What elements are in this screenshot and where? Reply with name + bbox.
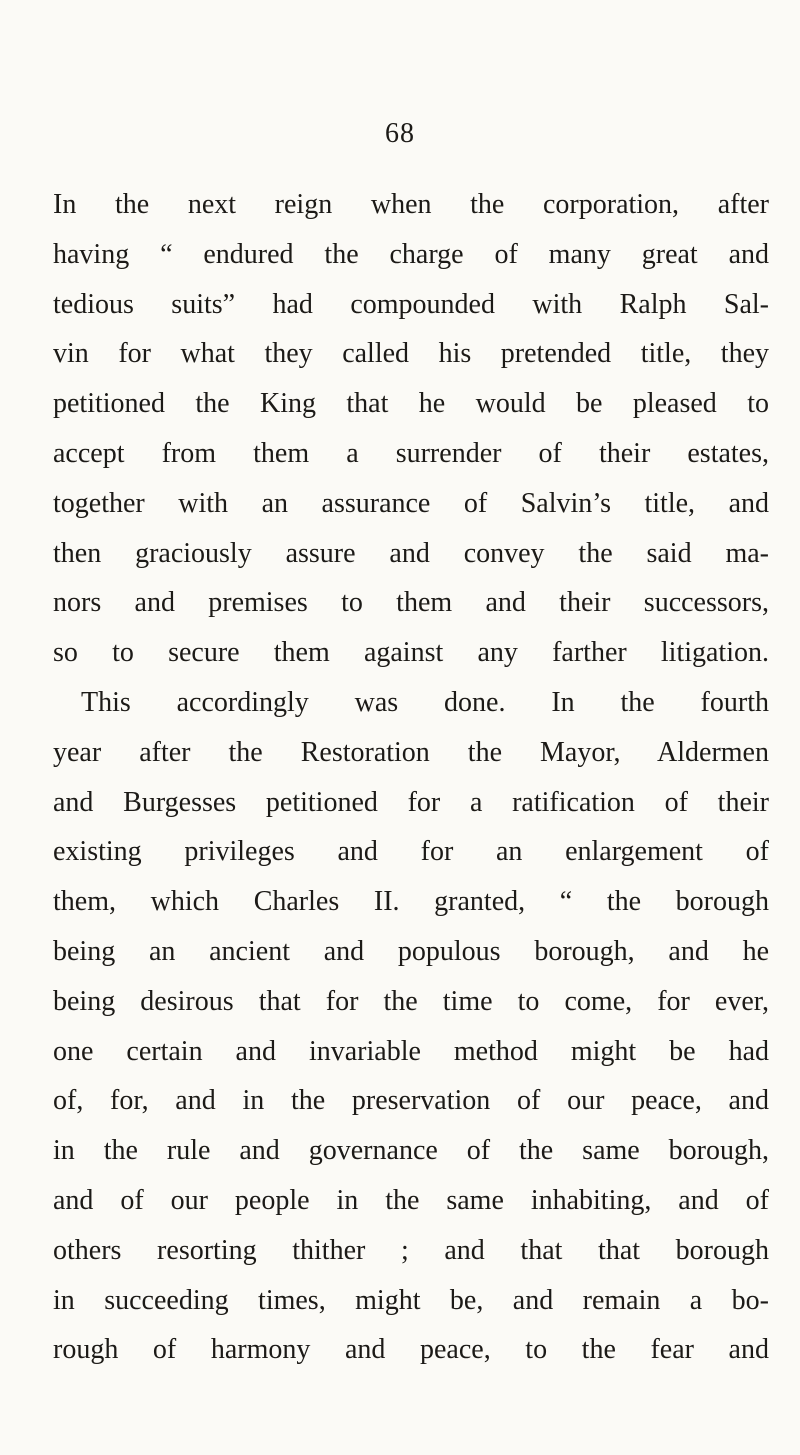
- text-line: vin for what they called his pretended title, they: [53, 338, 769, 370]
- text-line: having “ endured the charge of many great and: [53, 238, 769, 270]
- text-line: being an ancient and populous borough, and he: [53, 935, 769, 967]
- text-line: being desirous that for the time to come, for ever,: [53, 985, 769, 1017]
- text-line: so to secure them against any farther litigation.: [53, 637, 769, 669]
- text-line: petitioned the King that he would be pleased to: [53, 388, 769, 420]
- text-line: and Burgesses petitioned for a ratification of their: [53, 786, 769, 818]
- text-line: one certain and invariable method might be had: [53, 1035, 769, 1067]
- text-line: year after the Restoration the Mayor, Aldermen: [53, 736, 769, 768]
- page-number: 68: [385, 118, 415, 149]
- text-line: in the rule and governance of the same borough,: [53, 1135, 769, 1167]
- text-line: of, for, and in the preservation of our peace, and: [53, 1085, 769, 1117]
- text-line: nors and premises to them and their successors,: [53, 587, 769, 619]
- text-line: accept from them a surrender of their estates,: [53, 437, 769, 469]
- paragraph-start-line: This accordingly was done. In the fourth: [81, 686, 769, 718]
- text-line: them, which Charles II. granted, “ the borough: [53, 886, 769, 918]
- text-line: and of our people in the same inhabiting, and of: [53, 1184, 769, 1216]
- text-line: In the next reign when the corporation, after: [53, 189, 769, 220]
- text-line: then graciously assure and convey the said ma-: [53, 537, 769, 569]
- text-line: rough of harmony and peace, to the fear and: [53, 1334, 769, 1366]
- text-line: existing privileges and for an enlargement of: [53, 836, 769, 868]
- text-line: others resorting thither ; and that that borough: [53, 1234, 769, 1266]
- body-text: [53, 185, 769, 1380]
- text-line: tedious suits” had compounded with Ralph Sal-: [53, 288, 769, 320]
- text-line: together with an assurance of Salvin’s title, and: [53, 487, 769, 519]
- text-line: in succeeding times, might be, and remain a bo-: [53, 1284, 769, 1316]
